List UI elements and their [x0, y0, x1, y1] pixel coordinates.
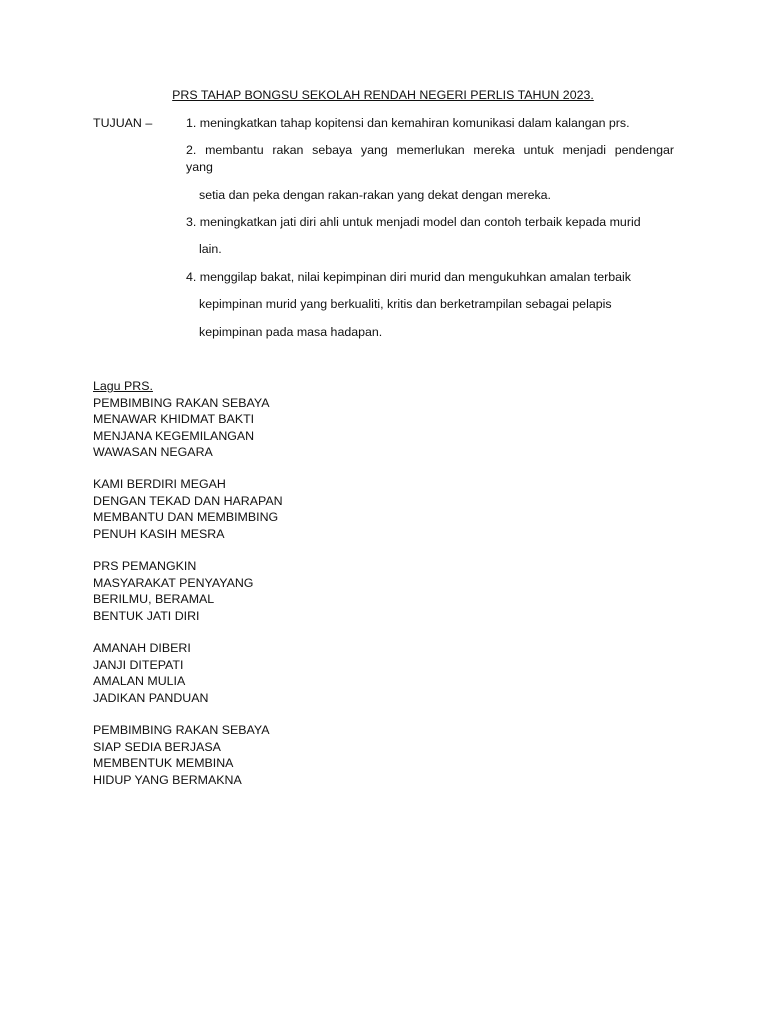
song-line: BERILMU, BERAMAL	[93, 592, 215, 606]
goal-3-line-2: lain.	[199, 242, 222, 256]
song-line: MASYARAKAT PENYAYANG	[93, 575, 254, 590]
song-line: WAWASAN NEGARA	[93, 445, 213, 459]
goal-4-line-1: 4. menggilap bakat, nilai kepimpinan diri murid dan mengukuhkan amalan terbaik	[186, 270, 631, 284]
song-line: MENAWAR KHIDMAT BAKTI	[93, 412, 255, 426]
song-line: KAMI BERDIRI MEGAH	[93, 477, 226, 491]
song-line: PENUH KASIH MESRA	[93, 526, 225, 541]
song-line: PEMBIMBING RAKAN SEBAYA	[93, 395, 270, 410]
tujuan-label: TUJUAN –	[93, 116, 153, 130]
song-line: JANJI DITEPATI	[93, 657, 184, 672]
song-stanza-2	[93, 476, 283, 542]
song-stanza-1	[93, 378, 270, 461]
song-line: AMANAH DIBERI	[93, 641, 191, 655]
song-line: MEMBANTU DAN MEMBIMBING	[93, 510, 279, 524]
goal-1: 1. meningkatkan tahap kopitensi dan kemahiran komunikasi dalam kalangan prs.	[186, 116, 630, 130]
song-stanza-3	[93, 558, 253, 624]
goal-2-line-1: 2. membantu rakan sebaya yang memerlukan mereka untuk menjadi pendengar	[186, 143, 674, 157]
goal-3-line-1: 3. meningkatkan jati diri ahli untuk menjadi model dan contoh terbaik kepada murid	[186, 215, 641, 229]
song-title: Lagu PRS.	[93, 379, 153, 393]
goal-2-line-3: setia dan peka dengan rakan-rakan yang dekat dengan mereka.	[199, 188, 552, 202]
song-line: PEMBIMBING RAKAN SEBAYA	[93, 723, 270, 737]
song-line: AMALAN MULIA	[93, 674, 186, 688]
song-line: PRS PEMANGKIN	[93, 559, 197, 573]
document-title	[0, 88, 768, 102]
song-line: DENGAN TEKAD DAN HARAPAN	[93, 493, 283, 508]
song-line: MEMBENTUK MEMBINA	[93, 756, 234, 770]
song-line: MENJANA KEGEMILANGAN	[93, 428, 255, 443]
song-line: HIDUP YANG BERMAKNA	[93, 772, 242, 787]
song-stanza-5	[93, 722, 270, 788]
song-line: BENTUK JATI DIRI	[93, 608, 200, 623]
goal-4-line-3: kepimpinan pada masa hadapan.	[199, 325, 383, 339]
goal-2-line-2: yang	[186, 160, 213, 174]
song-line: SIAP SEDIA BERJASA	[93, 739, 221, 754]
song-stanza-4	[93, 640, 208, 706]
document-title-text: PRS TAHAP BONGSU SEKOLAH RENDAH NEGERI PERLIS TAHUN 2023.	[172, 88, 594, 102]
goal-4-line-2: kepimpinan murid yang berkualiti, kritis dan berketrampilan sebagai pelapis	[199, 297, 612, 311]
song-line: JADIKAN PANDUAN	[93, 690, 209, 705]
